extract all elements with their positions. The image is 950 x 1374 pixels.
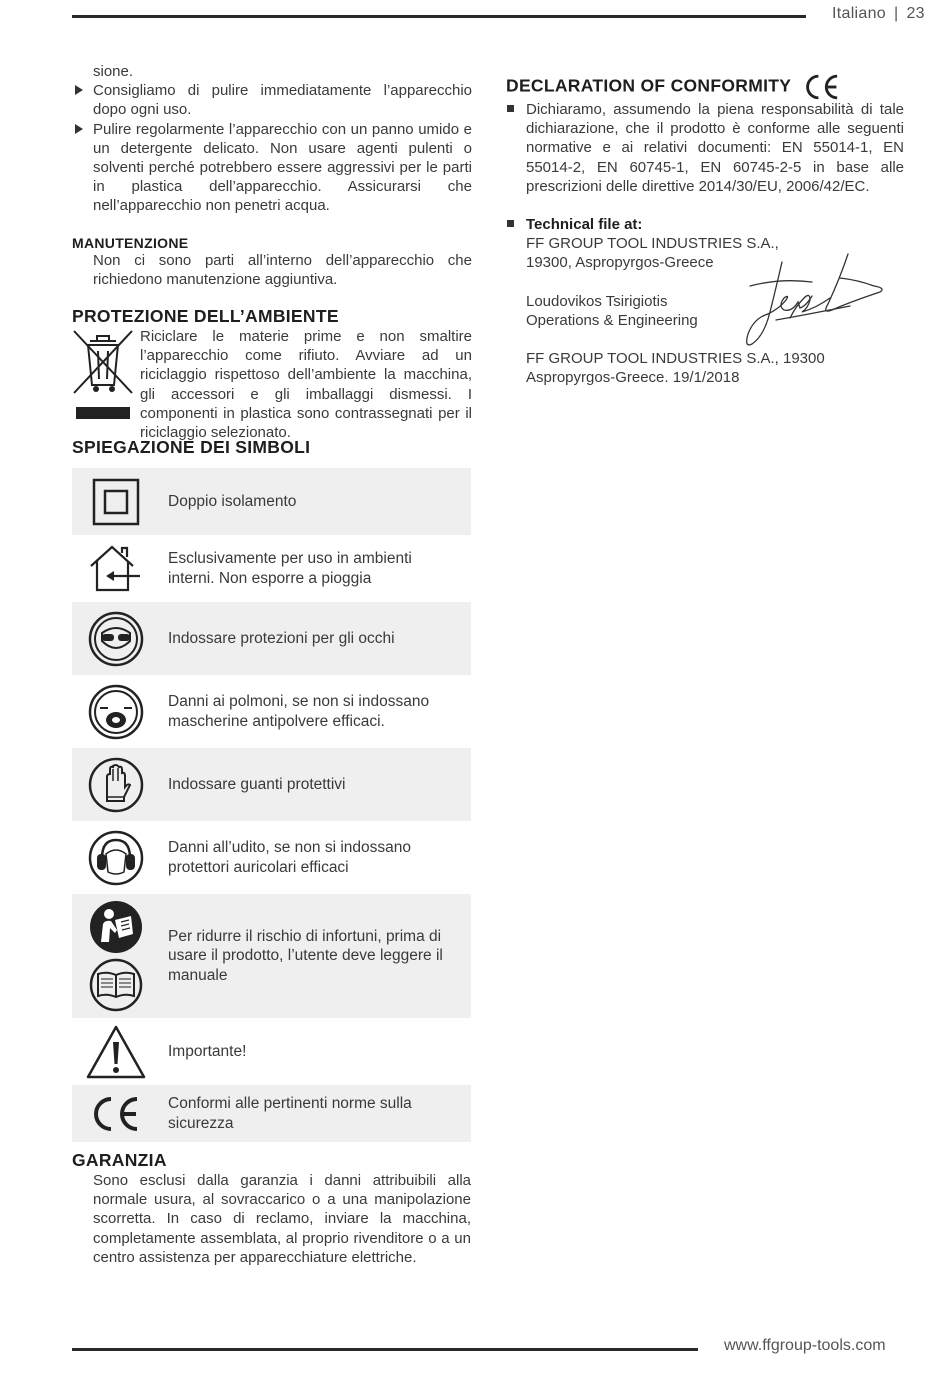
triangle-bullet-icon bbox=[75, 85, 83, 95]
dust-mask-icon bbox=[88, 684, 144, 740]
closing-line-1: FF GROUP TOOL INDUSTRIES S.A., 19300 bbox=[526, 350, 825, 368]
signatory-role: Operations & Engineering bbox=[526, 311, 698, 329]
symbol-label: Danni all’udito, se non si indossano protettori auricolari efficaci bbox=[168, 839, 411, 876]
symbol-label: Indossare protezioni per gli occhi bbox=[168, 629, 395, 647]
double-insulation-icon bbox=[92, 478, 140, 526]
technical-file-label: Technical file at: bbox=[526, 216, 643, 234]
symbol-row bbox=[72, 602, 471, 675]
company-line-2: 19300, Aspropyrgos-Greece bbox=[526, 254, 714, 272]
square-bullet-icon bbox=[507, 220, 514, 227]
warranty-title: GARANZIA bbox=[72, 1150, 167, 1170]
environment-text: Riciclare le materie prime e non smaltire l’apparecchio come rifiuto. Avviare ad un riciclaggio rispettoso dell’ambiente la macchina, gli accessori e gli imballaggi dismessi. I componenti in plastica sono contrassegnati per il riciclaggio selezionato. bbox=[140, 328, 472, 442]
symbol-row bbox=[72, 894, 471, 1018]
symbol-label: Conformi alle pertinenti norme sulla sicurezza bbox=[168, 1095, 412, 1132]
intro-fragment: sione. bbox=[93, 63, 134, 80]
manual-book-icon bbox=[89, 958, 143, 1012]
left-column bbox=[72, 62, 472, 458]
environment-block bbox=[72, 327, 472, 442]
symbol-row bbox=[72, 1085, 471, 1142]
eye-protection-icon bbox=[88, 611, 144, 667]
ce-mark-icon bbox=[804, 74, 840, 100]
symbols-title: SPIEGAZIONE DEI SIMBOLI bbox=[72, 437, 311, 458]
footer-rule bbox=[72, 1348, 698, 1351]
symbol-label: Importante! bbox=[168, 1042, 247, 1060]
ear-protection-icon bbox=[88, 830, 144, 886]
footer-url: www.ffgroup-tools.com bbox=[724, 1337, 886, 1354]
declaration-title bbox=[506, 74, 904, 100]
symbols-table bbox=[72, 468, 471, 1267]
handwritten-signature bbox=[740, 248, 890, 363]
cleaning-bullet-2 bbox=[72, 120, 472, 216]
page-header bbox=[832, 5, 925, 23]
maintenance-title: MANUTENZIONE bbox=[72, 234, 189, 251]
symbol-row bbox=[72, 675, 471, 748]
symbol-row bbox=[72, 468, 471, 535]
header-separator: | bbox=[894, 5, 899, 22]
maintenance-text: Non ci sono parti all’interno dell’apparecchio che richiedono manutenzione aggiuntiva. bbox=[93, 251, 472, 288]
declaration-item bbox=[506, 100, 904, 196]
square-bullet-icon bbox=[507, 105, 514, 112]
indoor-house-icon bbox=[88, 544, 144, 594]
triangle-bullet-icon bbox=[75, 124, 83, 134]
symbol-label: Per ridurre il rischio di infortuni, prima di usare il prodotto, l’utente deve leggere il manuale bbox=[168, 928, 443, 984]
cleaning-bullet-text: Consigliamo di pulire immediatamente l’apparecchio dopo ogni uso. bbox=[93, 82, 472, 119]
cleaning-bullet-text: Pulire regolarmente l’apparecchio con un panno umido e un detergente delicato. Non usare agenti pulenti o solventi perché potrebbero essere aggressivi per le parti in plastica dell’apparecchio. Assicurarsi che nell’apparecchio non penetri acqua. bbox=[93, 120, 472, 215]
declaration-title-text: DECLARATION OF CONFORMITY bbox=[506, 75, 791, 96]
cleaning-bullet-1 bbox=[72, 81, 472, 119]
symbol-label: Danni ai polmoni, se non si indossano mascherine antipolvere efficaci. bbox=[168, 693, 430, 730]
page-number: 23 bbox=[906, 5, 925, 22]
symbol-row bbox=[72, 535, 471, 602]
environment-title: PROTEZIONE DELL’AMBIENTE bbox=[72, 306, 339, 327]
weee-bin-icon bbox=[72, 327, 134, 423]
header-rule bbox=[72, 15, 806, 18]
warranty-text: Sono esclusi dalla garanzia i danni attribuibili alla normale usura, al sovraccarico o a una manipolazione scorretta. In caso di reclamo, inviare la macchina, completamente assemblata, al proprio rivenditore o a un centro assistenza per apparecchiature elettriche. bbox=[93, 1172, 471, 1266]
read-manual-icon bbox=[89, 900, 143, 954]
warning-triangle-icon bbox=[85, 1024, 147, 1080]
symbol-label: Doppio isolamento bbox=[168, 492, 297, 510]
symbol-row bbox=[72, 821, 471, 894]
ce-mark-icon bbox=[91, 1096, 141, 1132]
company-line-1: FF GROUP TOOL INDUSTRIES S.A., bbox=[526, 235, 779, 253]
symbol-row bbox=[72, 748, 471, 821]
closing-line-2: Aspropyrgos-Greece. 19/1/2018 bbox=[526, 369, 740, 387]
symbol-row bbox=[72, 1018, 471, 1085]
declaration-text: Dichiaramo, assumendo la piena responsabilità di tale dichiarazione, che il prodotto è conforme alle seguenti normative e ai relativi documenti: EN 55014-1, EN 55014-2, EN 60745-1, EN 60745-2-5 in base alle prescrizioni delle direttive 2014/30/EU, 2006/42/EC. bbox=[526, 101, 904, 195]
symbol-label: Esclusivamente per uso in ambienti interni. Non esporre a pioggia bbox=[168, 550, 412, 587]
header-language: Italiano bbox=[832, 5, 886, 22]
gloves-icon bbox=[88, 757, 144, 813]
symbol-label: Indossare guanti protettivi bbox=[168, 775, 346, 793]
signatory-name: Loudovikos Tsirigiotis bbox=[526, 292, 668, 310]
